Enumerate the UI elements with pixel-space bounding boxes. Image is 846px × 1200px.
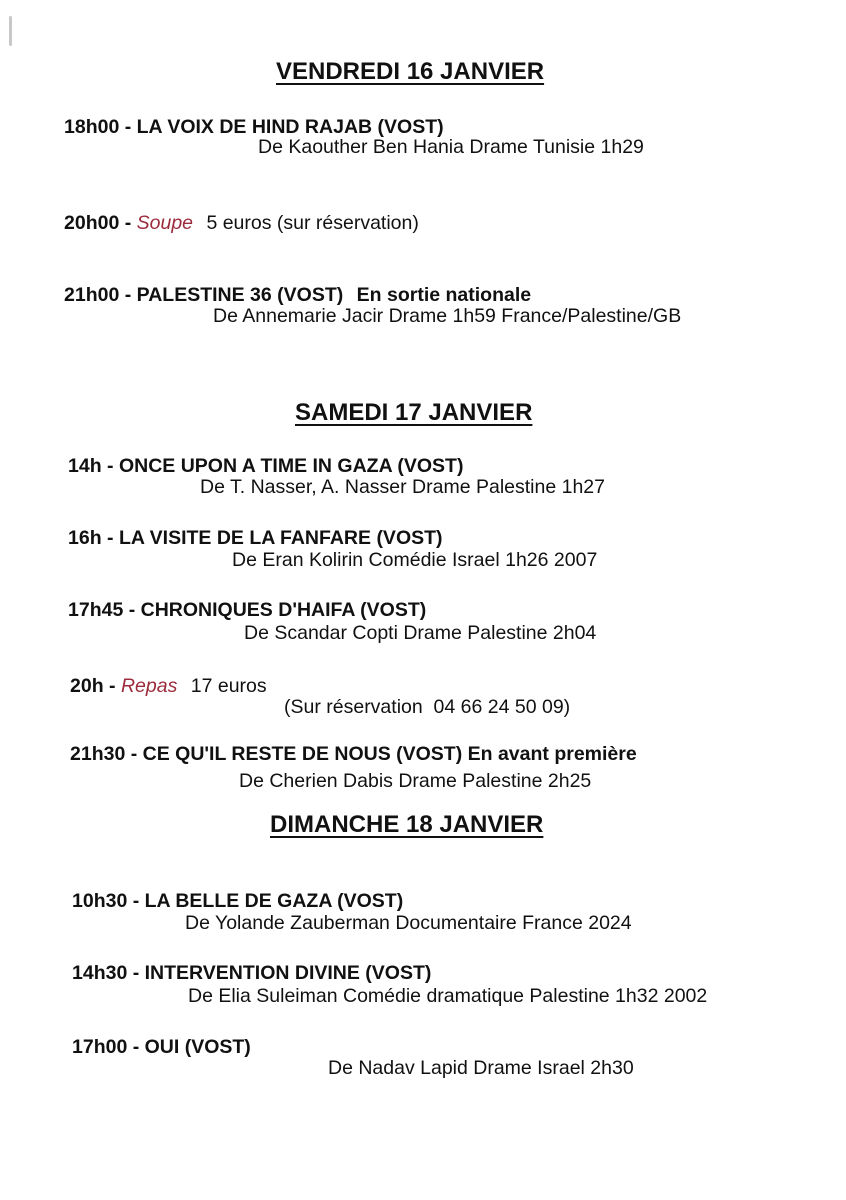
dash-separator: -: [130, 743, 138, 765]
event-title: LA VISITE DE LA FANFARE (VOST): [118, 527, 443, 549]
event-time: 21h00: [64, 284, 120, 306]
dash-separator: -: [132, 1036, 140, 1058]
event-time: 14h: [68, 455, 102, 477]
event-time: 17h00: [72, 1036, 128, 1058]
event-detail: De Cherien Dabis Drame Palestine 2h25: [239, 770, 592, 792]
day-heading-dimanche: DIMANCHE 18 JANVIER: [270, 811, 544, 838]
event-detail: De Nadav Lapid Drame Israel 2h30: [328, 1057, 634, 1079]
event-time: 21h30: [70, 743, 126, 765]
event-line: [70, 675, 267, 698]
day-heading-samedi: SAMEDI 17 JANVIER: [295, 399, 533, 426]
event-title: CHRONIQUES D'HAIFA (VOST): [140, 599, 427, 621]
day-heading-vendredi: VENDREDI 16 JANVIER: [276, 58, 545, 85]
meal-label: Repas: [120, 675, 178, 697]
event-note: 5 euros (sur réservation): [206, 212, 419, 234]
event-title: LA BELLE DE GAZA (VOST): [144, 890, 404, 912]
event-line: [72, 890, 403, 913]
event-title: LA VOIX DE HIND RAJAB (VOST): [136, 116, 444, 138]
dash-separator: -: [109, 675, 116, 697]
dash-separator: -: [107, 527, 114, 549]
event-detail: De Scandar Copti Drame Palestine 2h04: [244, 622, 597, 644]
dash-separator: -: [124, 284, 132, 306]
dash-separator: -: [132, 962, 140, 984]
event-detail: De Yolande Zauberman Documentaire France 2024: [185, 912, 632, 934]
event-detail: De Elia Suleiman Comédie dramatique Palestine 1h32 2002: [188, 985, 708, 1007]
event-note: 17 euros: [190, 675, 267, 697]
dash-separator: -: [132, 890, 140, 912]
meal-label: Soupe: [136, 212, 194, 234]
dash-separator: -: [124, 116, 132, 138]
event-extra: En sortie nationale: [356, 284, 532, 306]
dash-separator: -: [124, 212, 132, 234]
event-time: 10h30: [72, 890, 128, 912]
event-extra: En avant première: [467, 743, 637, 765]
event-line: [68, 599, 426, 622]
event-line: [72, 1036, 251, 1059]
event-title: OUI (VOST): [144, 1036, 251, 1058]
event-detail: De T. Nasser, A. Nasser Drame Palestine 1h27: [200, 476, 605, 498]
event-line: [64, 212, 419, 235]
event-time: 18h00: [64, 116, 120, 138]
event-title: INTERVENTION DIVINE (VOST): [144, 962, 432, 984]
dash-separator: -: [128, 599, 136, 621]
event-detail: De Kaouther Ben Hania Drame Tunisie 1h29: [258, 136, 644, 158]
event-line: [70, 743, 637, 766]
scan-mark: [9, 16, 12, 46]
event-detail: (Sur réservation 04 66 24 50 09): [284, 696, 571, 718]
event-time: 20h00: [64, 212, 120, 234]
event-line: [68, 455, 463, 478]
event-time: 16h: [68, 527, 102, 549]
event-time: 14h30: [72, 962, 128, 984]
event-detail: De Annemarie Jacir Drame 1h59 France/Palestine/GB: [213, 305, 682, 327]
event-title: CE QU'IL RESTE DE NOUS (VOST): [142, 743, 463, 765]
event-time: 17h45: [68, 599, 124, 621]
event-detail: De Eran Kolirin Comédie Israel 1h26 2007: [232, 549, 598, 571]
event-line: [72, 962, 431, 985]
event-title: ONCE UPON A TIME IN GAZA (VOST): [118, 455, 464, 477]
event-title: PALESTINE 36 (VOST): [136, 284, 344, 306]
event-line: [68, 527, 443, 550]
event-time: 20h: [70, 675, 104, 697]
dash-separator: -: [107, 455, 114, 477]
event-line: [64, 284, 531, 307]
